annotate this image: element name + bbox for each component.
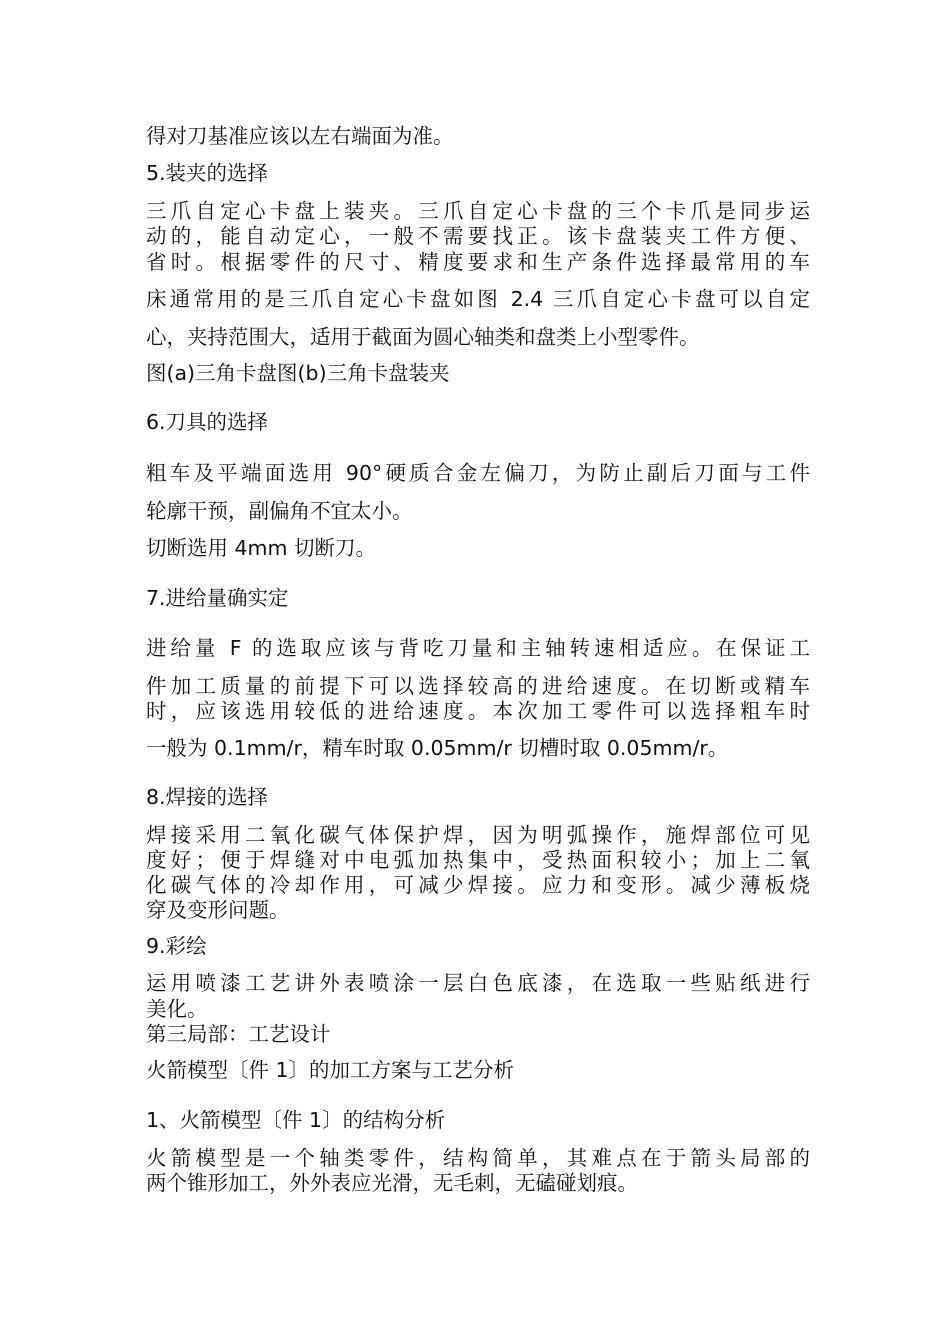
section-heading-welding: 8.焊接的选择: [146, 785, 269, 809]
text-line: 火箭模型是一个轴类零件，结构简单，其难点在于箭头局部的: [146, 1146, 810, 1170]
part-heading: 第三局部：工艺设计: [146, 1022, 331, 1046]
text-line: 进给量 F 的选取应该与背吃刀量和主轴转速相适应。在保证工: [146, 636, 810, 660]
text-line: 省时。根据零件的尺寸、精度要求和生产条件选择最常用的车: [146, 250, 810, 274]
text-line: 床通常用的是三爪自定心卡盘如图 2.4 三爪自定心卡盘可以自定: [146, 287, 810, 311]
section-heading-tools: 6.刀具的选择: [146, 410, 269, 434]
text-line: 火箭模型〔件 1〕的加工方案与工艺分析: [146, 1058, 515, 1082]
section-heading-feed: 7.进给量确实定: [146, 586, 289, 610]
section-heading-painting: 9.彩绘: [146, 934, 207, 958]
text-line: 美化。: [146, 997, 208, 1021]
text-line: 焊接采用二氧化碳气体保护焊，因为明弧操作，施焊部位可见: [146, 823, 810, 847]
text-line: 化碳气体的冷却作用，可减少焊接。应力和变形。减少薄板烧: [146, 873, 810, 897]
text-line: 两个锥形加工，外外表应光滑，无毛刺，无磕碰划痕。: [146, 1171, 638, 1195]
text-line: 度好；便于焊缝对中电弧加热集中，受热面积较小；加上二氧: [146, 848, 810, 872]
text-line: 心，夹持范围大，适用于截面为圆心轴类和盘类上小型零件。: [146, 325, 700, 349]
text-line: 时，应该选用较低的进给速度。本次加工零件可以选择粗车时: [146, 699, 810, 723]
text-line: 三爪自定心卡盘上装夹。三爪自定心卡盘的三个卡爪是同步运: [146, 199, 810, 223]
text-line: 一般为 0.1mm/r，精车时取 0.05mm/r 切槽时取 0.05mm/r。: [146, 736, 729, 760]
section-heading-clamping: 5.装夹的选择: [146, 161, 269, 185]
text-line: 动的，能自动定心，一般不需要找正。该卡盘装夹工件方便、: [146, 224, 810, 248]
text-line: 切断选用 4mm 切断刀。: [146, 536, 377, 560]
section-heading-structure: 1、火箭模型〔件 1〕的结构分析: [146, 1108, 446, 1132]
text-line: 件加工质量的前提下可以选择较高的进给速度。在切断或精车: [146, 674, 810, 698]
text-line: 得对刀基准应该以左右端面为准。: [146, 124, 454, 148]
text-line: 轮廓干预，副偏角不宜太小。: [146, 499, 413, 523]
figure-caption: 图(a)三角卡盘图(b)三角卡盘装夹: [146, 361, 450, 385]
text-line: 粗车及平端面选用 90°硬质合金左偏刀，为防止副后刀面与工件: [146, 461, 810, 485]
text-line: 穿及变形问题。: [146, 898, 290, 922]
text-line: 运用喷漆工艺讲外表喷涂一层白色底漆，在选取一些贴纸进行: [146, 971, 810, 995]
